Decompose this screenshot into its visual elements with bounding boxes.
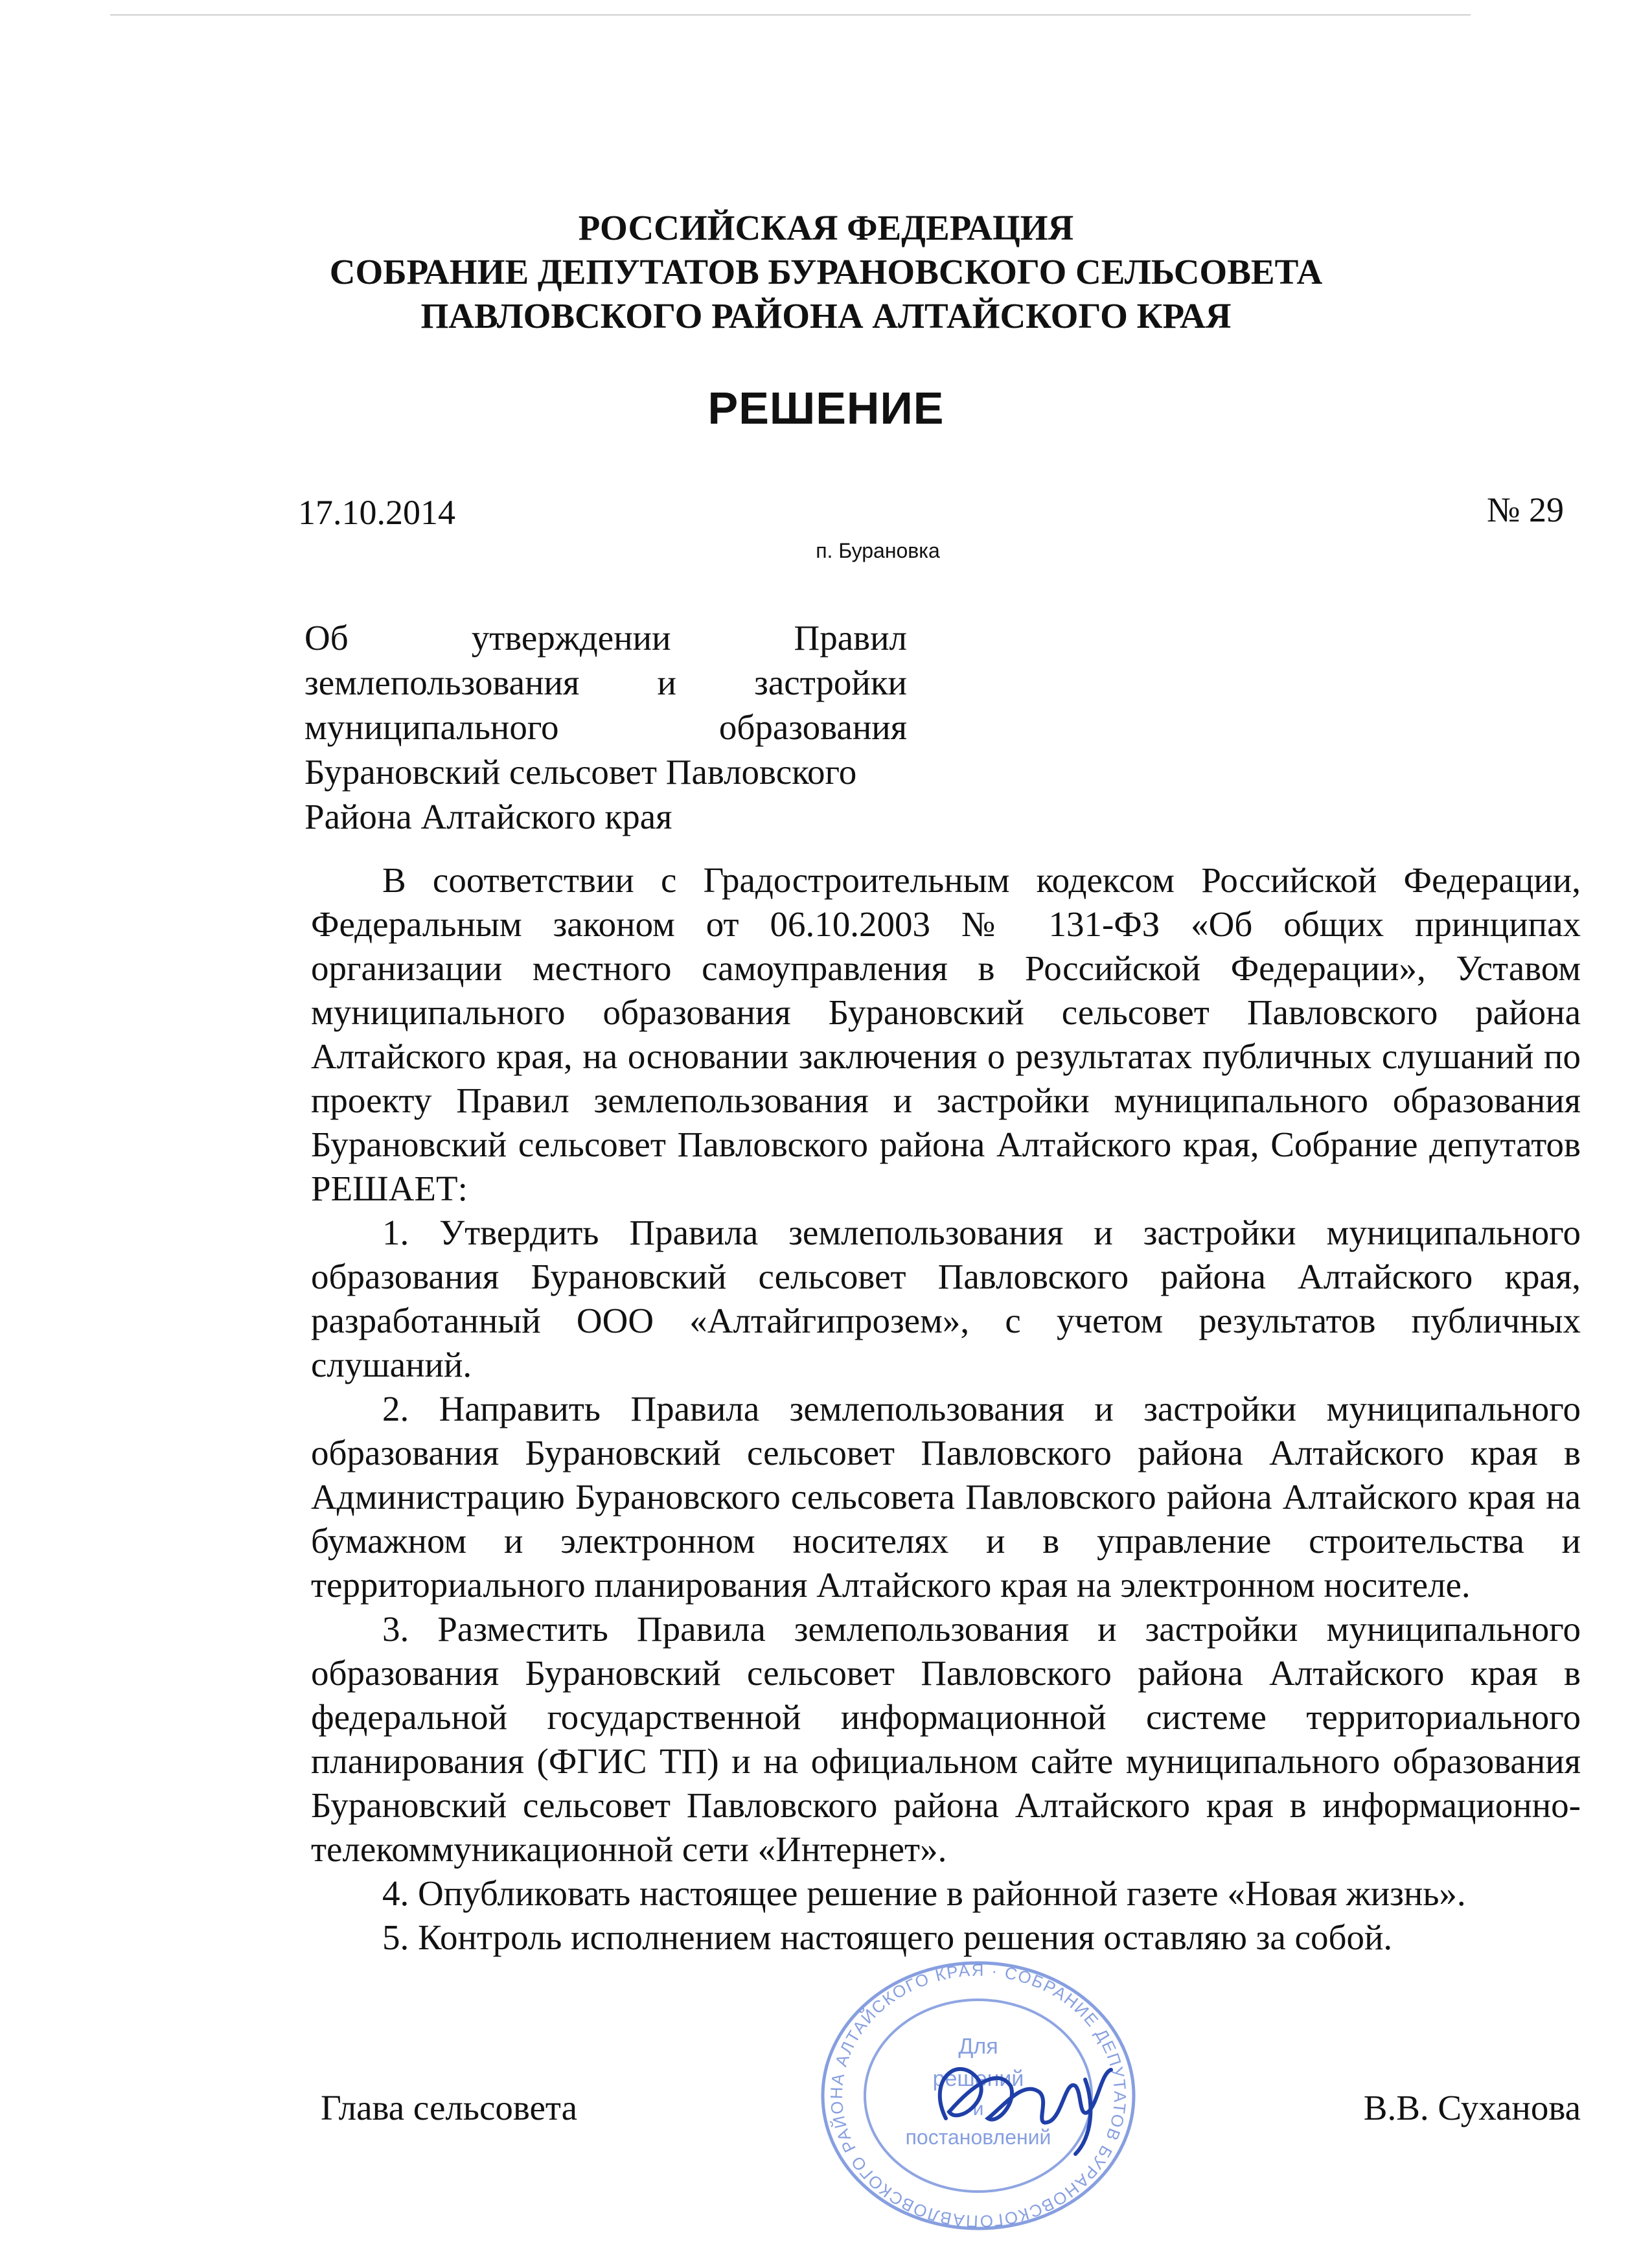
header-council: СОБРАНИЕ ДЕПУТАТОВ БУРАНОВСКОГО СЕЛЬСОВЕТА <box>329 252 1323 292</box>
stamp-center-line: постановлений <box>905 2125 1051 2149</box>
stamp-center-line: решений <box>932 2067 1024 2091</box>
handwritten-signature <box>920 2041 1134 2164</box>
document-place: п. Бурановка <box>816 539 940 562</box>
document-subject <box>304 615 907 839</box>
document-date: 17.10.2014 <box>298 493 455 532</box>
decision-item-1: 1. Утвердить Правила землепользования и застройки муниципального образования Бурановский сельсовет Павловского района Алтайского края, разработанный ООО «Алтайгипрозем», с учетом результатов публичных слушаний. <box>311 1213 1581 1384</box>
subject-line: землепользования и застройки <box>304 663 907 702</box>
subject-line: Района Алтайского края <box>304 797 672 836</box>
document-number: № 29 <box>1486 490 1564 529</box>
header-region: ПАВЛОВСКОГО РАЙОНА АЛТАЙСКОГО КРАЯ <box>420 296 1232 336</box>
decision-item-3: 3. Разместить Правила землепользования и застройки муниципального образования Бурановский сельсовет Павловского района Алтайского края в федеральной государственной информационной системе территориального планирования (ФГИС ТП) и на официальном сайте муниципального образования Бурановский сельсовет Павловского района Алтайского края в информационно-телекоммуникационной сети «Интернет». <box>311 1609 1581 1869</box>
decision-item-2: 2. Направить Правила землепользования и застройки муниципального образования Бурановский сельсовет Павловского района Алтайского края в Администрацию Бурановского сельсовета Павловского района Алтайского края на бумажном и электронном носителях и в управление строительства и территориального планирования Алтайского края на электронном носителе. <box>311 1389 1581 1605</box>
subject-line: муниципального образования <box>304 707 907 747</box>
document-body <box>311 858 1581 1960</box>
header-country: РОССИЙСКАЯ ФЕДЕРАЦИЯ <box>578 208 1074 247</box>
document-type-title: РЕШЕНИЕ <box>707 383 945 433</box>
document-header <box>0 206 1652 338</box>
subject-line: Бурановский сельсовет Павловского <box>304 752 857 792</box>
decision-item-5: 5. Контроль исполнением настоящего решения оставляю за собой. <box>382 1918 1393 1957</box>
stamp-center-line: Для <box>958 2034 998 2059</box>
signatory-position: Глава сельсовета <box>321 2088 578 2127</box>
signatory-name: В.В. Суханова <box>1363 2088 1581 2127</box>
subject-line: Об утверждении Правил <box>304 618 907 658</box>
scan-edge-line <box>110 14 1471 16</box>
preamble-paragraph: В соответствии с Градостроительным кодексом Российской Федерации, Федеральным законом от 06.10.2003 № 131-ФЗ «Об общих принципах организации местного самоуправления в Российской Федерации», Уставом муниципального образования Бурановский сельсовет Павловского района Алтайского края, на основании заключения о результатах публичных слушаний по проекту Правил землепользования и застройки муниципального образования Бурановский сельсовет Павловского района Алтайского края, Собрание депутатов РЕШАЕТ: <box>311 860 1581 1208</box>
decision-item-4: 4. Опубликовать настоящее решение в районной газете «Новая жизнь». <box>382 1873 1466 1913</box>
stamp-center-line: и <box>972 2098 984 2120</box>
stamp-ring-text: ПАВЛОВСКОГО РАЙОНА АЛТАЙСКОГО КРАЯ · СОБРАНИЕ ДЕПУТАТОВ БУРАНОВСКОГО <box>826 1960 1130 2232</box>
